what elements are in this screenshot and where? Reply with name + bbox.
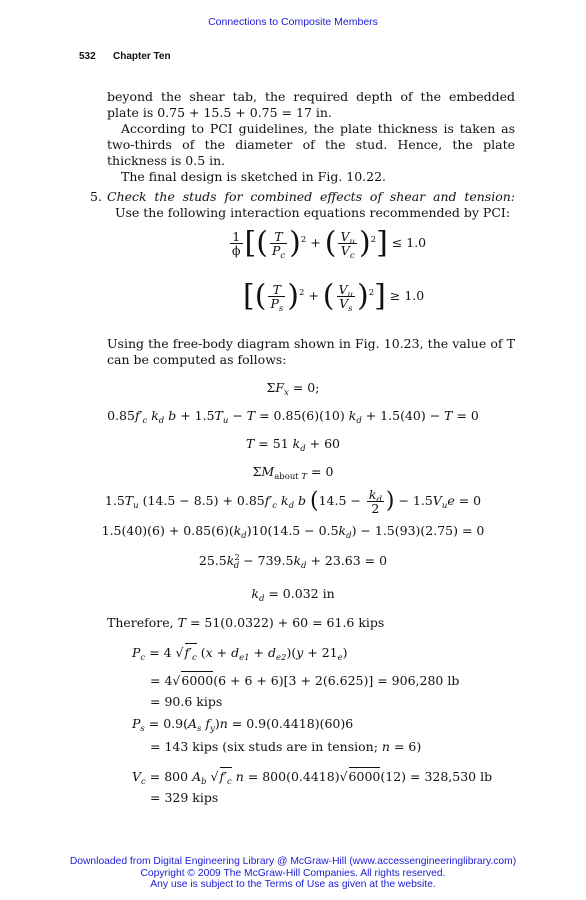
equation-ps-1: $P_s = 0.9(A_s$ $f_y)n = 0.9(0.4418)(60)6$ bbox=[132, 716, 354, 734]
item-number: 5. bbox=[90, 189, 102, 204]
footer-notice bbox=[0, 856, 586, 891]
footer-copyright-line: Copyright © 2009 The McGraw-Hill Companies. All rights reserved. bbox=[140, 867, 446, 879]
page-number: 532 bbox=[79, 51, 96, 62]
equation-vc-1: $V_c = 800$ $A_b$ $√f'_c$ n = 800(0.4418)√6000(12) = 328,530 lb bbox=[132, 769, 493, 787]
inequality-1-rhs: ≤ 1.0 bbox=[391, 235, 427, 250]
chapter-label: Chapter Ten bbox=[113, 51, 171, 62]
equation-pc-1: $P_c = 4$ $√f'_c$ $(x + d_{e1} + d_{e2})(y + 21_e)$ bbox=[132, 645, 348, 663]
paragraph-final-design: The final design is sketched in Fig. 10.22. bbox=[121, 169, 387, 184]
interaction-inequality-1: $\frac{1}{\phi}$ [( $\frac{T}{P_c}$ )$^2$ + ( $\frac{V_u}{V_c}$ )$^2$] ≤ 1.0 bbox=[232, 225, 427, 261]
equation-pc-2: = 4√6000(6 + 6 + 6)[3 + 2(6.625)] = 906,280 lb bbox=[150, 673, 460, 688]
paragraph-therefore: Therefore, T = 51(0.0322) + 60 = 61.6 kips bbox=[107, 615, 385, 630]
equation-kd-result: $k_d = 0.032$ in bbox=[251, 586, 335, 604]
inequality-2-rhs: ≥ 1.0 bbox=[389, 288, 425, 303]
paragraph-plate-thickness: According to PCI guidelines, the plate thickness is taken as two-thirds of the diameter of the stud. Hence, the plate thickness is 0.5 in. bbox=[107, 121, 515, 168]
equation-force-balance: $0.85f'_c$ $k_d$ $b + 1.5T_u - T = 0.85(6)(10) k_d + 1.5(40) - T = 0$ bbox=[107, 408, 479, 426]
equation-moment-numeric: $1.5(40)(6) + 0.85(6)(k_d)10(14.5 - 0.5k_d) - 1.5(93)(2.75) = 0$ bbox=[101, 523, 485, 541]
running-title: Connections to Composite Members bbox=[208, 16, 378, 28]
paragraph-plate-depth: beyond the shear tab, the required depth of the embedded plate is 0.75 + 15.5 + 0.75 = 17 in. bbox=[107, 89, 515, 120]
equation-t: T = 51 $k_d + 60$ bbox=[245, 436, 340, 454]
footer-terms-line: Any use is subject to the Terms of Use as given at the website. bbox=[150, 879, 436, 890]
footer-download-line[interactable]: Downloaded from Digital Engineering Library @ McGraw-Hill (www.accessengineeringlibrary.com) bbox=[69, 856, 517, 867]
interaction-inequality-2: [( $\frac{T}{P_s}$ )$^2$ + ( $\frac{V_u}{V_s}$ )$^2$] ≥ 1.0 bbox=[243, 278, 425, 314]
equation-quadratic: $25.5k^2_d - 739.5k_d + 23.63 = 0$ bbox=[198, 552, 388, 571]
paragraph-free-body: Using the free-body diagram shown in Fig. 10.23, the value of T can be computed as follows: bbox=[107, 336, 515, 367]
equation-pc-3: = 90.6 kips bbox=[150, 694, 223, 709]
item-5-text: Use the following interaction equations recommended by PCI: bbox=[114, 205, 511, 220]
equation-vc-2: = 329 kips bbox=[150, 790, 219, 805]
item-5-paragraph bbox=[107, 189, 515, 221]
equation-sum-fx: $\Sigma F_x = 0$; bbox=[266, 380, 320, 398]
item-5-heading: Check the studs for combined effects of shear and tension: bbox=[107, 189, 515, 204]
equation-ps-2: = 143 kips (six studs are in tension; n = 6) bbox=[150, 739, 422, 754]
equation-sum-moment: $\Sigma M_{about T} = 0$ bbox=[252, 464, 334, 482]
equation-moment-symbolic: $1.5T_u$ $(14.5 - 8.5) + 0.85f'_c$ $k_d$ b (14.5 − $\frac{k_d}{2}$ ) − $1.5V_ue = 0$ bbox=[104, 487, 482, 516]
